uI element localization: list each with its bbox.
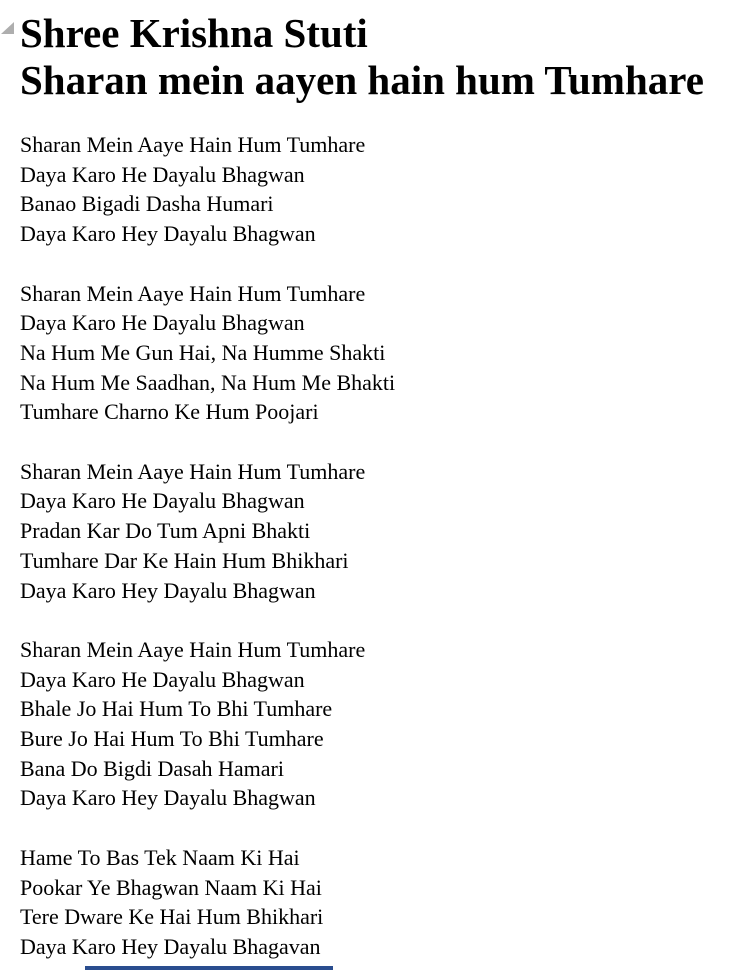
title-line-1: Shree Krishna Stuti <box>20 10 368 56</box>
lyric-line: Bhale Jo Hai Hum To Bhi Tumhare <box>20 696 333 722</box>
lyric-line: Hame To Bas Tek Naam Ki Hai <box>20 844 300 870</box>
stanza <box>20 130 746 249</box>
stanza <box>20 279 746 428</box>
clipped-link-top[interactable] <box>85 966 333 970</box>
lyric-line: Sharan Mein Aaye Hain Hum Tumhare <box>20 636 366 662</box>
lyric-line: Daya Karo He Dayalu Bhagwan <box>20 310 305 336</box>
lyric-line: Daya Karo He Dayalu Bhagwan <box>20 666 305 692</box>
lyric-line: Bure Jo Hai Hum To Bhi Tumhare <box>20 726 324 752</box>
lyric-line: Tumhare Charno Ke Hum Poojari <box>20 399 319 425</box>
lyric-line: Banao Bigadi Dasha Humari <box>20 191 274 217</box>
lyric-line: Pradan Kar Do Tum Apni Bhakti <box>20 518 311 544</box>
lyric-line: Tumhare Dar Ke Hain Hum Bhikhari <box>20 547 349 573</box>
stanza <box>20 843 746 962</box>
lyric-line: Sharan Mein Aaye Hain Hum Tumhare <box>20 458 366 484</box>
lyric-line: Daya Karo He Dayalu Bhagwan <box>20 488 305 514</box>
lyric-line: Daya Karo Hey Dayalu Bhagavan <box>20 933 321 959</box>
lyric-line: Daya Karo Hey Dayalu Bhagwan <box>20 785 316 811</box>
page-title <box>20 10 746 104</box>
lyric-line: Daya Karo Hey Dayalu Bhagwan <box>20 577 316 603</box>
lyric-line: Na Hum Me Gun Hai, Na Humme Shakti <box>20 339 386 365</box>
stanza <box>20 635 746 813</box>
lyric-line: Sharan Mein Aaye Hain Hum Tumhare <box>20 280 366 306</box>
lyric-line: Daya Karo He Dayalu Bhagwan <box>20 161 305 187</box>
collapse-triangle-shape <box>1 22 14 34</box>
lyric-line: Bana Do Bigdi Dasah Hamari <box>20 755 284 781</box>
lyric-line: Pookar Ye Bhagwan Naam Ki Hai <box>20 874 322 900</box>
title-line-2: Sharan mein aayen hain hum Tumhare <box>20 57 704 103</box>
lyrics-body <box>20 130 746 962</box>
collapse-triangle-icon[interactable] <box>1 22 14 34</box>
lyric-line: Daya Karo Hey Dayalu Bhagwan <box>20 221 316 247</box>
lyric-line: Na Hum Me Saadhan, Na Hum Me Bhakti <box>20 369 396 395</box>
stanza <box>20 457 746 606</box>
lyric-line: Tere Dware Ke Hai Hum Bhikhari <box>20 904 324 930</box>
lyric-line: Sharan Mein Aaye Hain Hum Tumhare <box>20 132 366 157</box>
